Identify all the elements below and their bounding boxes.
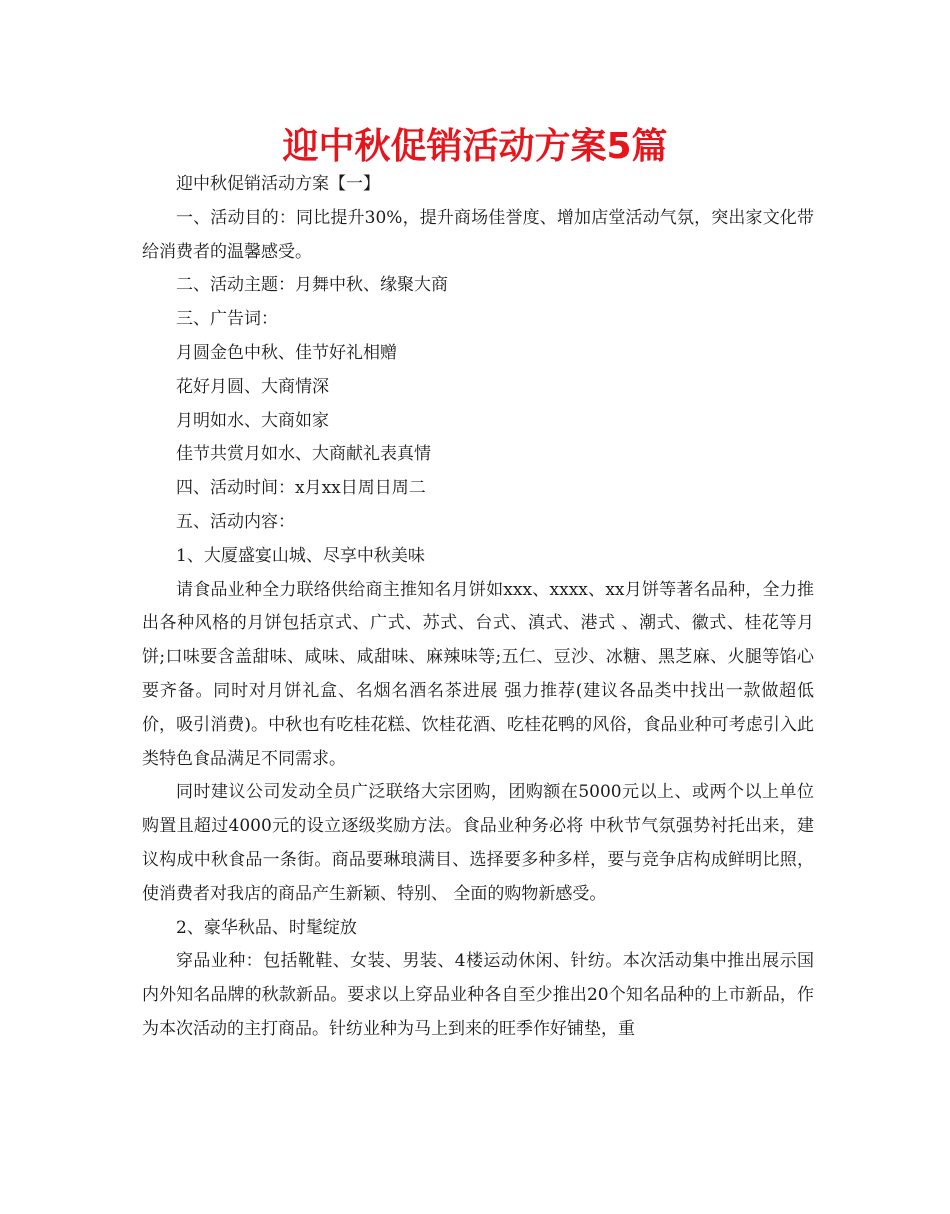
slogan-line: 佳节共赏月如水、大商献礼表真情: [176, 444, 431, 465]
paragraph-activity-content-heading: 五、活动内容：: [176, 511, 295, 532]
paragraph-apparel: 穿品业种：包括靴鞋、女装、男装、4楼运动休闲、针纺。本次活动集中推出展示国内外知名品牌的秋款新品。要求以上穿品业种各自至少推出20个知名品种的上市新品，作为本次活动的主打商品。针纺业种为马上到来的旺季作好铺垫，重: [142, 951, 814, 1039]
subsection-heading-autumn-goods: 2、豪华秋品、时髦绽放: [176, 917, 357, 938]
slogan-line: 月明如水、大商如家: [176, 410, 329, 431]
paragraph-food-mooncakes: 请食品业种全力联络供给商主推知名月饼如xxx、xxxx、xx月饼等著名品种，全力推出各种风格的月饼包括京式、广式、苏式、台式、滇式、港式 、潮式、徽式、桂花等月饼;口味要含盖甜味、咸味、咸甜味、麻辣味等;五仁、豆沙、冰糖、黑芝麻、火腿等馅心要齐备。同时对月饼礼盒、名烟名酒名茶进展 强力推荐(建议各品类中找出一款做超低价，吸引消费)。中秋也有吃桂花糕、饮桂花酒、吃桂花鸭的风俗，食品业种可考虑引入此类特色食品满足不同需求。: [142, 579, 814, 769]
slogan-line: 月圆金色中秋、佳节好礼相赠: [176, 342, 397, 363]
subsection-heading-food: 1、大厦盛宴山城、尽享中秋美味: [176, 545, 425, 566]
section-heading-plan-one: 迎中秋促销活动方案【一】: [176, 174, 380, 194]
paragraph-activity-goal: 一、活动目的：同比提升30%，提升商场佳誉度、增加店堂活动气氛，突出家文化带给消费者的温馨感受。: [142, 207, 814, 262]
document-body: [142, 168, 814, 1047]
paragraph-slogan-heading: 三、广告词：: [176, 309, 278, 330]
document-title: 迎中秋促销活动方案5篇: [282, 126, 668, 167]
paragraph-group-purchase: 同时建议公司发动全员广泛联络大宗团购，团购额在5000元以上、或两个以上单位购置且超过4000元的设立逐级奖励方法。食品业种务必将 中秋节气氛强势衬托出来，建议构成中秋食品一条街。商品要琳琅满目、选择要多种多样，要与竞争店构成鲜明比照，使消费者对我店的商品产生新颖、特别、 全面的购物新感受。: [142, 782, 814, 904]
slogan-line: 花好月圆、大商情深: [176, 376, 329, 397]
paragraph-activity-theme: 二、活动主题：月舞中秋、缘聚大商: [176, 275, 448, 296]
paragraph-activity-time: 四、活动时间：x月xx日周日周二: [176, 478, 426, 499]
